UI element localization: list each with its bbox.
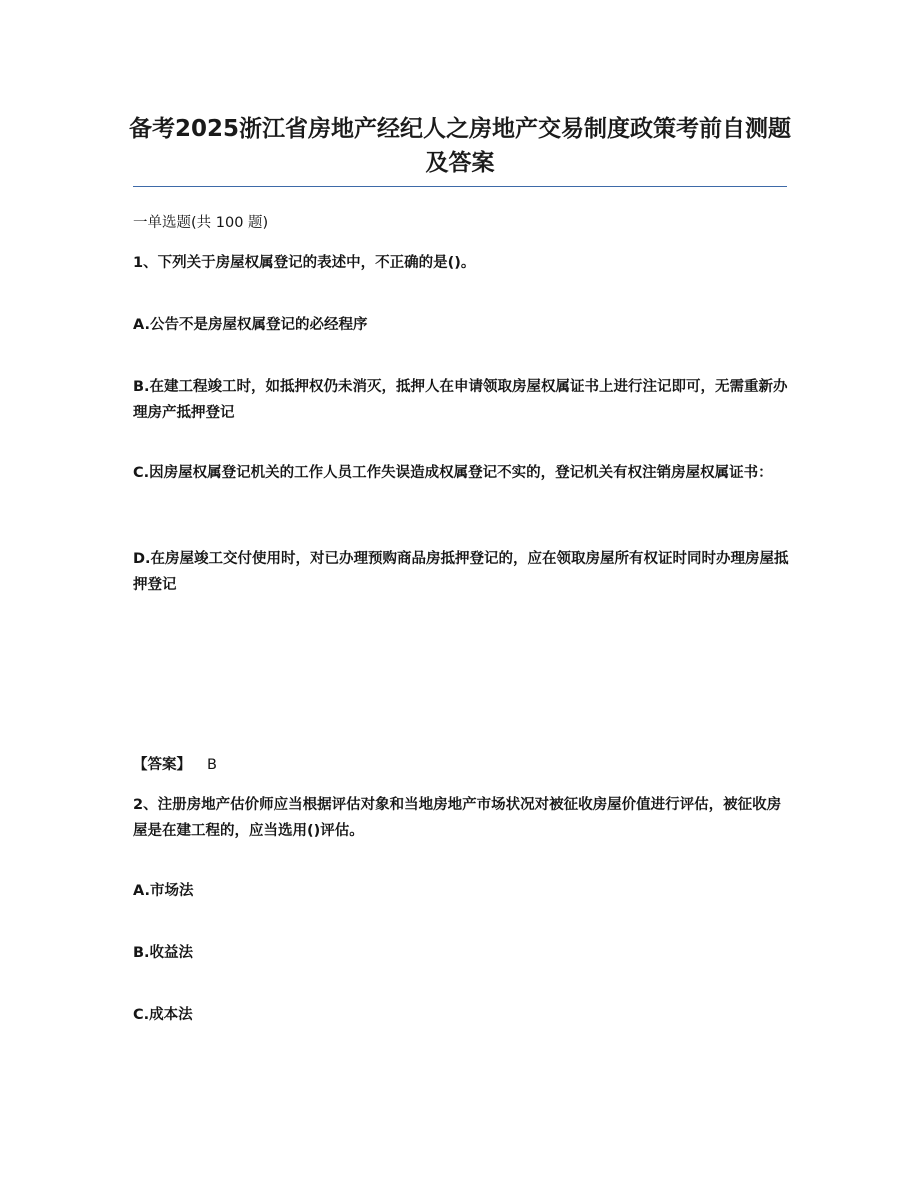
document-title: 备考2025浙江省房地产经纪人之房地产交易制度政策考前自测题及答案 bbox=[128, 116, 791, 176]
question-1-stem: 1、下列关于房屋权属登记的表述中，不正确的是()。 bbox=[133, 255, 476, 271]
question-2-stem: 2、注册房地产估价师应当根据评估对象和当地房地产市场状况对被征收房屋价值进行评估，被征收房屋是在建工程的，应当选用()评估。 bbox=[133, 797, 782, 839]
title-divider bbox=[133, 186, 787, 187]
question-1-option-a: A.公告不是房屋权属登记的必经程序 bbox=[133, 317, 368, 333]
question-1-answer bbox=[133, 752, 217, 778]
section-header: 一单选题(共 100 题) bbox=[133, 215, 269, 231]
question-1-option-d: D.在房屋竣工交付使用时，对已办理预购商品房抵押登记的，应在领取房屋所有权证时同时办理房屋抵押登记 bbox=[133, 551, 789, 593]
answer-label: 【答案】 bbox=[133, 757, 191, 773]
question-1-option-b: B.在建工程竣工时，如抵押权仍未消灭，抵押人在申请领取房屋权属证书上进行注记即可，无需重新办理房产抵押登记 bbox=[133, 379, 788, 421]
question-2-option-a: A.市场法 bbox=[133, 883, 194, 899]
answer-value: B bbox=[207, 757, 217, 773]
question-2-option-b: B.收益法 bbox=[133, 945, 194, 961]
question-2-option-c: C.成本法 bbox=[133, 1007, 193, 1023]
question-1-option-c: C.因房屋权属登记机关的工作人员工作失误造成权属登记不实的，登记机关有权注销房屋权属证书： bbox=[133, 465, 773, 481]
